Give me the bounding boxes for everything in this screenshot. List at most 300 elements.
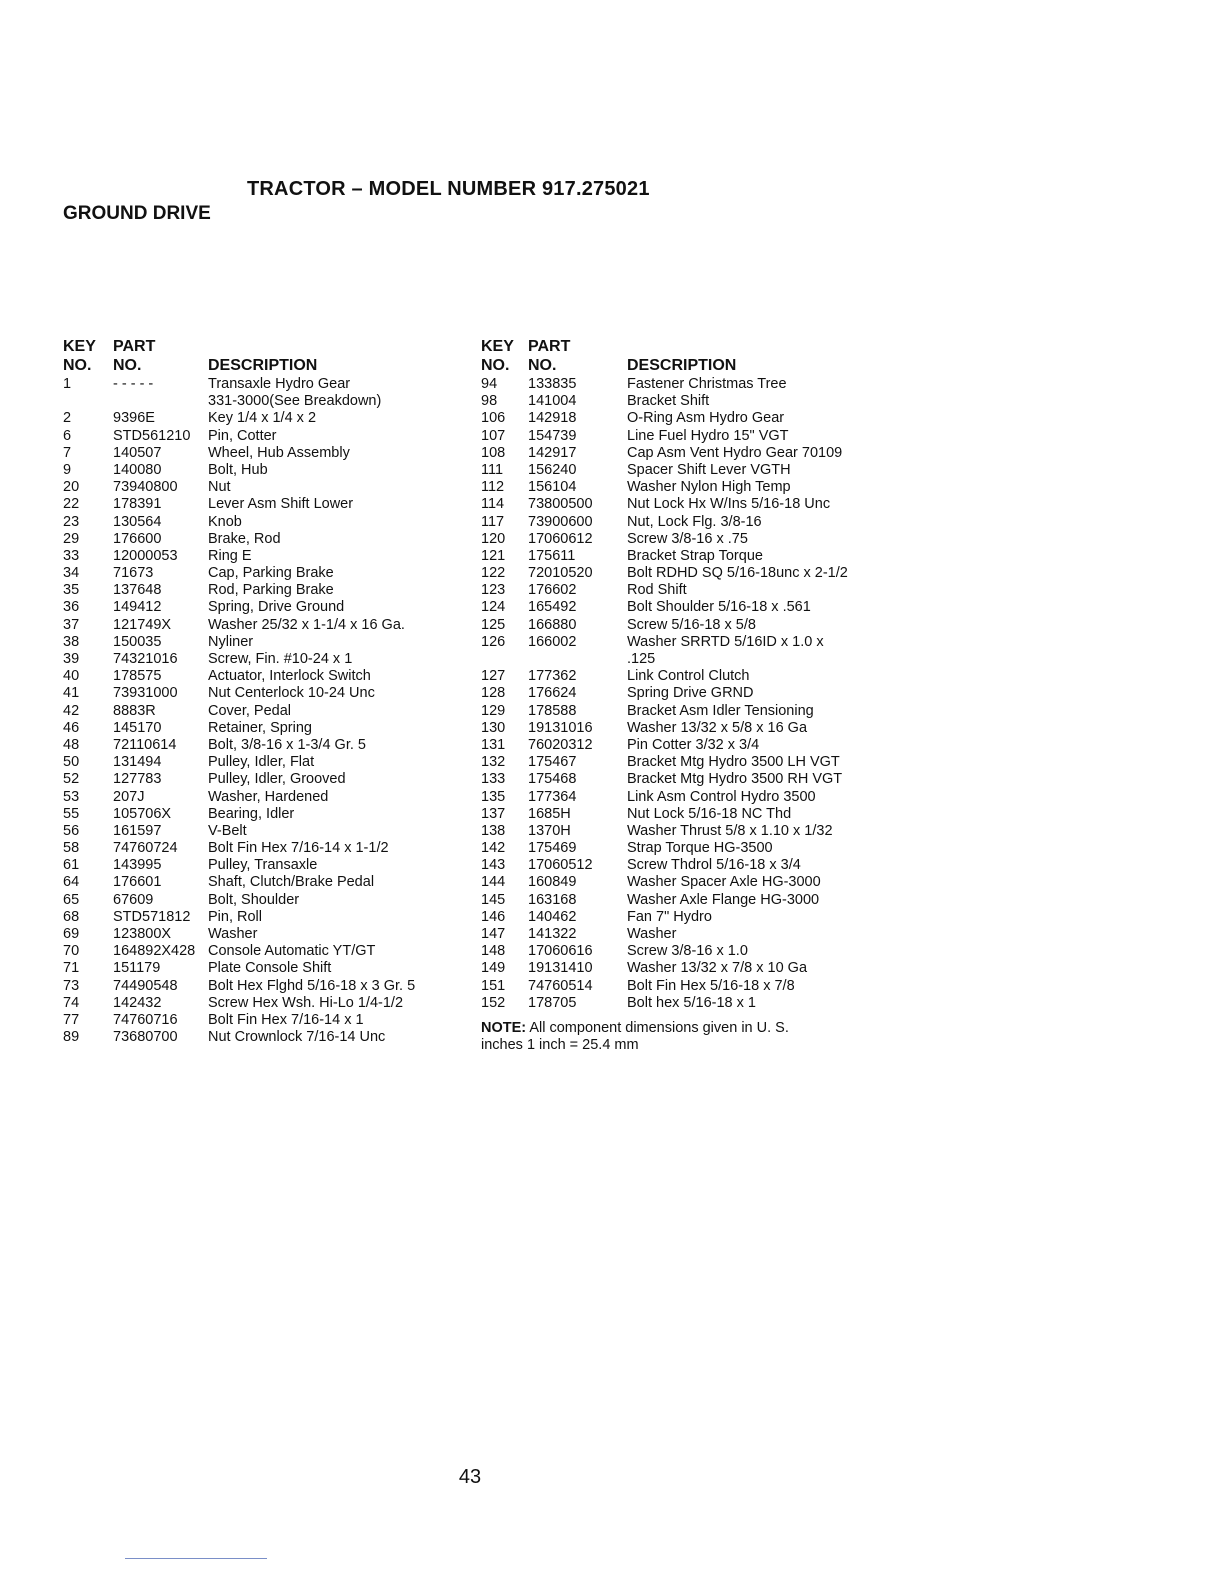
part-description (208, 445, 350, 462)
part-number: - - - - - (113, 376, 154, 392)
description-line: Bolt, 3/8-16 x 1-3/4 Gr. 5 (208, 736, 366, 753)
key-number: 128 (481, 685, 506, 702)
parts-row (63, 1012, 463, 1029)
parts-row (63, 634, 463, 651)
description-line: Strap Torque HG-3500 (627, 840, 773, 857)
key-number: 33 (63, 547, 80, 564)
part-description (627, 840, 773, 857)
key-number: 41 (63, 685, 80, 702)
part-number: 175469 (528, 840, 577, 857)
parts-row (481, 496, 901, 513)
part-description (627, 857, 801, 874)
part-number: 156240 (528, 461, 577, 478)
description-line: Screw 5/16-18 x 5/8 (627, 616, 756, 633)
part-description (627, 720, 807, 737)
part-description (627, 668, 750, 685)
description-line: Bolt Fin Hex 5/16-18 x 7/8 (627, 977, 795, 994)
description-line: O-Ring Asm Hydro Gear (627, 410, 785, 427)
part-number: 176624 (528, 685, 577, 702)
key-number: 77 (63, 1011, 80, 1028)
part-description (627, 685, 754, 702)
key-number: 36 (63, 599, 80, 616)
parts-row (481, 995, 901, 1012)
description-line: Bracket Shift (627, 393, 710, 410)
description-line: Bolt Hex Flghd 5/16-18 x 3 Gr. 5 (208, 977, 416, 994)
description-line: Washer Nylon High Temp (627, 479, 791, 496)
parts-row (63, 823, 463, 840)
key-number: 50 (63, 754, 80, 771)
key-number: 70 (63, 943, 80, 960)
parts-row (481, 514, 901, 531)
key-number: 129 (481, 702, 506, 719)
key-number: 132 (481, 754, 506, 771)
description-line: Nut Centerlock 10-24 Unc (208, 685, 375, 702)
parts-row (481, 771, 901, 788)
part-number: 156104 (528, 479, 577, 496)
description-line: Pulley, Idler, Flat (208, 754, 315, 771)
note-label: NOTE: (481, 1019, 527, 1036)
parts-row (63, 445, 463, 462)
key-number: 144 (481, 874, 506, 891)
part-number: 150035 (113, 633, 162, 650)
key-number: 20 (63, 479, 80, 496)
parts-row (481, 806, 901, 823)
key-number: 58 (63, 840, 80, 857)
part-description (627, 978, 795, 995)
parts-row (481, 840, 901, 857)
parts-row (63, 1029, 463, 1046)
key-number: 1 (63, 376, 72, 392)
key-number: 131 (481, 736, 506, 753)
parts-row (481, 960, 901, 977)
key-number: 64 (63, 874, 80, 891)
key-number: 152 (481, 994, 506, 1011)
parts-row (63, 462, 463, 479)
parts-row (63, 960, 463, 977)
description-header: DESCRIPTION (627, 357, 737, 374)
description-line: Fastener Christmas Tree (627, 376, 787, 392)
key-number: 135 (481, 788, 506, 805)
part-description (208, 428, 277, 445)
key-number: 9 (63, 461, 72, 478)
key-header: KEY (481, 338, 514, 355)
part-description (208, 462, 268, 479)
key-number: 122 (481, 565, 506, 582)
description-line: Link Control Clutch (627, 668, 750, 685)
description-line: Bolt, Hub (208, 461, 268, 478)
part-header-no: NO. (528, 357, 557, 374)
part-description (208, 874, 374, 891)
part-description (627, 514, 762, 531)
description-line: Nut Lock Hx W/Ins 5/16-18 Unc (627, 496, 831, 513)
description-line: Transaxle Hydro Gear (208, 376, 351, 392)
parts-row (481, 565, 901, 582)
part-description (208, 634, 253, 651)
key-number: 55 (63, 805, 80, 822)
description-line: Pulley, Idler, Grooved (208, 771, 346, 788)
part-number: 207J (113, 788, 145, 805)
key-number: 56 (63, 822, 80, 839)
key-number: 22 (63, 496, 80, 513)
parts-row (481, 874, 901, 891)
key-header-no: NO. (63, 357, 92, 374)
parts-row (481, 531, 901, 548)
description-line: Fan 7" Hydro (627, 908, 712, 925)
key-number: 6 (63, 427, 72, 444)
part-description (208, 514, 242, 531)
description-line-continued: 331-3000(See Breakdown) (208, 393, 382, 410)
part-number: 178391 (113, 496, 162, 513)
part-number: 133835 (528, 376, 577, 392)
key-number: 2 (63, 410, 72, 427)
part-description (208, 823, 247, 840)
part-description (627, 806, 791, 823)
description-line: Screw, Fin. #10-24 x 1 (208, 651, 353, 668)
key-header-no: NO. (481, 357, 510, 374)
description-line: Wheel, Hub Assembly (208, 444, 350, 461)
part-description (627, 393, 709, 410)
part-description (208, 479, 231, 496)
parts-row (63, 531, 463, 548)
part-description (627, 445, 842, 462)
parts-row (63, 479, 463, 496)
part-number: 73940800 (113, 479, 178, 496)
part-description (627, 599, 811, 616)
parts-row (63, 599, 463, 616)
key-number: 107 (481, 427, 506, 444)
parts-row (481, 737, 901, 754)
part-description (627, 462, 791, 479)
part-description (627, 376, 787, 393)
description-line: Washer 25/32 x 1-1/4 x 16 Ga. (208, 616, 405, 633)
page-title: TRACTOR – MODEL NUMBER 917.275021 (247, 178, 650, 200)
parts-row (481, 789, 901, 806)
key-number: 117 (481, 513, 505, 530)
note-line1: All component dimensions given in U. S. (526, 1019, 789, 1036)
parts-row (63, 582, 463, 599)
parts-row (63, 565, 463, 582)
key-number: 108 (481, 444, 506, 461)
parts-row (481, 978, 901, 995)
part-description (627, 703, 814, 720)
description-line: Ring E (208, 547, 252, 564)
parts-row (63, 806, 463, 823)
part-number: 154739 (528, 427, 577, 444)
parts-row (481, 582, 901, 599)
part-description (208, 840, 389, 857)
key-number: 126 (481, 633, 506, 650)
section-heading: GROUND DRIVE (63, 203, 211, 224)
description-line: Nut (208, 479, 231, 496)
parts-row (481, 617, 901, 634)
description-line: Shaft, Clutch/Brake Pedal (208, 874, 375, 891)
part-number: 123800X (113, 926, 172, 943)
description-line: Washer (627, 926, 677, 943)
key-header: KEY (63, 338, 96, 355)
part-number: 165492 (528, 599, 577, 616)
key-number: 52 (63, 771, 80, 788)
description-line: Washer 13/32 x 7/8 x 10 Ga (627, 960, 808, 977)
description-line: Washer Spacer Axle HG-3000 (627, 874, 821, 891)
part-number: 140462 (528, 908, 577, 925)
part-description (208, 668, 371, 685)
part-number: 130564 (113, 513, 162, 530)
description-line: Bracket Mtg Hydro 3500 LH VGT (627, 754, 840, 771)
description-line: Screw Hex Wsh. Hi-Lo 1/4-1/2 (208, 994, 404, 1011)
parts-row (481, 599, 901, 616)
description-line: Bolt, Shoulder (208, 891, 300, 908)
description-line: Spring, Drive Ground (208, 599, 345, 616)
parts-row (63, 978, 463, 995)
description-line: Screw 3/8-16 x 1.0 (627, 943, 748, 960)
description-line: Nut, Lock Flg. 3/8-16 (627, 513, 762, 530)
key-number: 69 (63, 926, 80, 943)
part-number: 76020312 (528, 736, 593, 753)
part-header-no: NO. (113, 357, 142, 374)
parts-row (63, 548, 463, 565)
parts-row (481, 393, 901, 410)
description-line: Spring Drive GRND (627, 685, 754, 702)
parts-row (63, 617, 463, 634)
part-number: 176601 (113, 874, 162, 891)
key-number: 124 (481, 599, 506, 616)
description-header: DESCRIPTION (208, 357, 318, 374)
parts-row (481, 445, 901, 462)
part-description (627, 995, 756, 1012)
key-number: 40 (63, 668, 80, 685)
part-number: 178588 (528, 702, 577, 719)
part-number: 17060512 (528, 857, 593, 874)
key-number: 68 (63, 908, 80, 925)
part-description (627, 428, 789, 445)
key-number: 145 (481, 891, 506, 908)
part-description (208, 978, 415, 995)
part-description (208, 909, 262, 926)
part-number: 73680700 (113, 1029, 178, 1046)
part-description (627, 823, 833, 840)
parts-row (481, 857, 901, 874)
key-number: 71 (63, 960, 80, 977)
part-description (208, 806, 294, 823)
key-number: 111 (481, 461, 504, 478)
parts-row (481, 462, 901, 479)
parts-row (63, 840, 463, 857)
part-description (208, 531, 281, 548)
description-line: Spacer Shift Lever VGTH (627, 461, 791, 478)
key-number: 42 (63, 702, 80, 719)
key-number: 98 (481, 393, 498, 410)
part-description (627, 565, 848, 582)
parts-row (63, 514, 463, 531)
parts-row (63, 703, 463, 720)
key-number: 149 (481, 960, 506, 977)
description-line: Pin, Cotter (208, 427, 277, 444)
part-description (208, 771, 346, 788)
part-description (208, 720, 312, 737)
description-line: Lever Asm Shift Lower (208, 496, 354, 513)
description-line: Pin, Roll (208, 908, 262, 925)
part-number: 142918 (528, 410, 577, 427)
key-number: 123 (481, 582, 506, 599)
parts-row (481, 668, 901, 685)
part-description (627, 634, 824, 668)
description-line: Line Fuel Hydro 15" VGT (627, 427, 789, 444)
description-line: Pulley, Transaxle (208, 857, 318, 874)
description-line: Knob (208, 513, 242, 530)
key-number: 39 (63, 651, 80, 668)
part-description (627, 771, 842, 788)
parts-list-left (63, 338, 463, 1046)
key-number: 142 (481, 840, 506, 857)
key-number: 143 (481, 857, 506, 874)
part-description (627, 943, 748, 960)
key-number: 89 (63, 1029, 80, 1046)
column-headers-left (63, 338, 463, 376)
part-number: 142917 (528, 444, 577, 461)
part-number: 160849 (528, 874, 577, 891)
part-description (208, 789, 328, 806)
part-number: 127783 (113, 771, 162, 788)
part-description (208, 960, 331, 977)
part-number: 175611 (528, 547, 576, 564)
parts-row (63, 892, 463, 909)
key-number: 7 (63, 444, 72, 461)
parts-row (63, 720, 463, 737)
part-number: 149412 (113, 599, 162, 616)
parts-row (481, 376, 901, 393)
part-number: 72110614 (113, 736, 177, 753)
key-number: 120 (481, 530, 506, 547)
part-number: STD561210 (113, 427, 191, 444)
part-number: 141322 (528, 926, 577, 943)
part-description (627, 531, 748, 548)
part-description (208, 926, 257, 943)
description-line: Nut Crownlock 7/16-14 Unc (208, 1029, 386, 1046)
parts-row (481, 926, 901, 943)
part-number: 166880 (528, 616, 577, 633)
description-line: Bolt hex 5/16-18 x 1 (627, 994, 756, 1011)
part-description (208, 617, 405, 634)
description-line: Nyliner (208, 633, 254, 650)
description-line: Bracket Strap Torque (627, 547, 763, 564)
parts-row (481, 634, 901, 668)
key-number: 114 (481, 496, 505, 513)
parts-list-right (481, 338, 901, 1054)
description-line: Rod, Parking Brake (208, 582, 334, 599)
part-description (208, 943, 375, 960)
part-number: 141004 (528, 393, 577, 410)
parts-row (63, 771, 463, 788)
description-line: Bearing, Idler (208, 805, 295, 822)
part-number: 71673 (113, 565, 154, 582)
part-number: 163168 (528, 891, 577, 908)
part-description (208, 892, 299, 909)
key-number: 147 (481, 926, 506, 943)
part-description (627, 582, 687, 599)
part-number: 175467 (528, 754, 577, 771)
parts-row (481, 548, 901, 565)
part-number: 145170 (113, 719, 162, 736)
key-number: 53 (63, 788, 80, 805)
parts-row (63, 685, 463, 702)
key-number: 151 (481, 977, 506, 994)
parts-row (63, 943, 463, 960)
part-number: 140507 (113, 444, 162, 461)
description-line: Pin Cotter 3/32 x 3/4 (627, 736, 760, 753)
description-line: Screw Thdrol 5/16-18 x 3/4 (627, 857, 801, 874)
key-number: 34 (63, 565, 80, 582)
part-number: 105706X (113, 805, 172, 822)
part-number: 74490548 (113, 977, 178, 994)
part-number: 74760514 (528, 977, 593, 994)
column-headers-right (481, 338, 901, 376)
part-number: 72010520 (528, 565, 593, 582)
description-line: Washer (208, 926, 258, 943)
part-number: 131494 (113, 754, 162, 771)
description-line: V-Belt (208, 822, 247, 839)
part-number: 17060612 (528, 530, 593, 547)
parts-row (63, 651, 463, 668)
part-header: PART (528, 338, 571, 355)
key-number: 121 (481, 547, 506, 564)
description-line: Washer Axle Flange HG-3000 (627, 891, 820, 908)
part-number: 8883R (113, 702, 156, 719)
part-number: 143995 (113, 857, 162, 874)
dimensions-note (481, 1020, 901, 1054)
description-line: Cap Asm Vent Hydro Gear 70109 (627, 444, 843, 461)
footer-divider (125, 1558, 267, 1559)
part-number: 121749X (113, 616, 172, 633)
key-number: 29 (63, 530, 80, 547)
part-number: 177362 (528, 668, 577, 685)
parts-row (481, 479, 901, 496)
key-number: 61 (63, 857, 80, 874)
parts-row (63, 754, 463, 771)
description-line: Rod Shift (627, 582, 687, 599)
part-description (208, 599, 344, 616)
key-number: 48 (63, 736, 80, 753)
parts-row (63, 909, 463, 926)
part-description (208, 685, 375, 702)
parts-row (63, 376, 463, 410)
part-number: 19131016 (528, 719, 593, 736)
part-description (627, 892, 819, 909)
description-line: Bolt Shoulder 5/16-18 x .561 (627, 599, 811, 616)
parts-row (63, 410, 463, 427)
description-line: Cover, Pedal (208, 702, 292, 719)
part-number: 12000053 (113, 547, 178, 564)
description-line: Washer, Hardened (208, 788, 329, 805)
part-description (208, 1029, 385, 1046)
description-line: Bolt Fin Hex 7/16-14 x 1-1/2 (208, 840, 389, 857)
key-number: 138 (481, 822, 506, 839)
description-line: Link Asm Control Hydro 3500 (627, 788, 816, 805)
parts-row (63, 496, 463, 513)
key-number: 130 (481, 719, 506, 736)
description-line: Washer Thrust 5/8 x 1.10 x 1/32 (627, 822, 833, 839)
description-line: Screw 3/8-16 x .75 (627, 530, 748, 547)
note-line2: inches 1 inch = 25.4 mm (481, 1036, 639, 1053)
parts-row (481, 428, 901, 445)
parts-row (63, 926, 463, 943)
part-description (627, 926, 676, 943)
key-number: 106 (481, 410, 506, 427)
parts-row (481, 943, 901, 960)
part-number: 9396E (113, 410, 155, 427)
key-number: 112 (481, 479, 505, 496)
description-line: Key 1/4 x 1/4 x 2 (208, 410, 317, 427)
part-number: 140080 (113, 461, 162, 478)
